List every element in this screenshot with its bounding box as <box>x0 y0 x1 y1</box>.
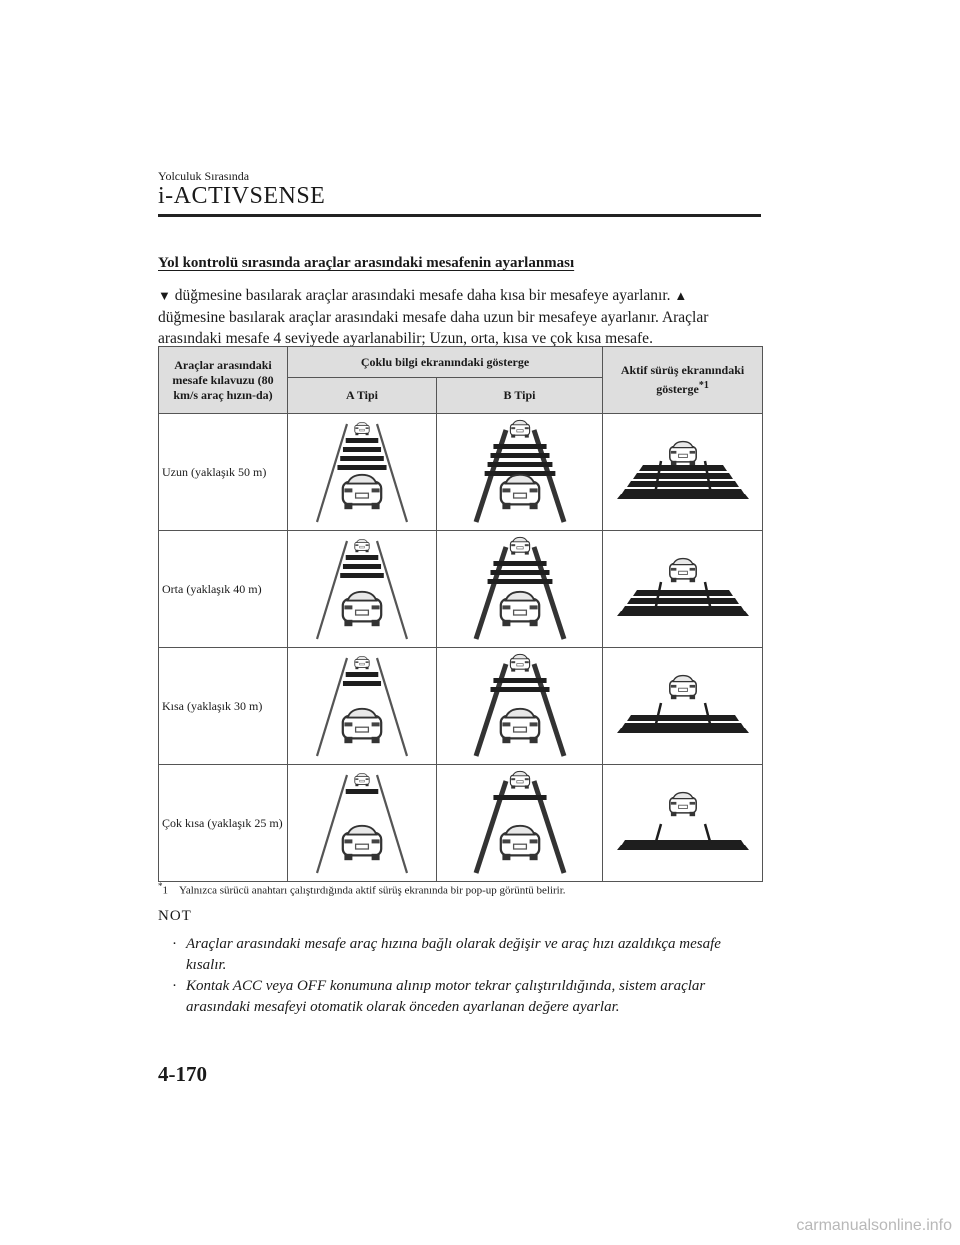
type-b-cell <box>437 648 603 765</box>
footnote <box>158 881 566 897</box>
col-header-active-sup: *1 <box>698 380 709 391</box>
row-label: Uzun (yaklaşık 50 m) <box>159 414 288 531</box>
type-b-cell <box>437 414 603 531</box>
active-cell <box>603 414 763 531</box>
breadcrumb: Yolculuk Sırasında <box>158 169 250 183</box>
page-number: 4-170 <box>158 1062 207 1086</box>
distance-table <box>158 346 763 882</box>
type-b-cell <box>437 765 603 882</box>
col-header-active <box>603 347 763 414</box>
subheading: Yol kontrolü sırasında araçlar arasındaki mesafenin ayarlanması <box>158 255 575 271</box>
col-header-active-text: Aktif sürüş ekranındaki gösterge <box>620 363 745 396</box>
table-row <box>159 765 763 882</box>
type-a-cell <box>288 414 437 531</box>
col-header-guide: Araçlar arasındaki mesafe kılavuzu (80 km/s araç hızın-da) <box>159 347 288 414</box>
active-display <box>613 788 753 858</box>
active-display <box>613 554 753 624</box>
row-label: Kısa (yaklaşık 30 m) <box>159 648 288 765</box>
active-display <box>613 437 753 507</box>
table-row <box>159 414 763 531</box>
note-list <box>172 934 762 1018</box>
footnote-number: 1 <box>162 884 168 897</box>
type-a-cell <box>288 765 437 882</box>
type-a-display <box>307 535 417 643</box>
active-display <box>613 671 753 741</box>
row-label: Orta (yaklaşık 40 m) <box>159 531 288 648</box>
active-cell <box>603 531 763 648</box>
note-title: NOT <box>158 908 192 924</box>
note-item: · Kontak ACC veya OFF konumuna alınıp motor tekrar çalıştırıldığında, sistem araçlar arasındaki mesafeyi otomatik olarak önceden ayarlanan değere ayarlar. <box>172 976 762 1018</box>
footnote-text: Yalnızca sürücü anahtarı çalıştırdığında aktif sürüş ekranında bir pop-up görüntü belirir. <box>179 884 566 897</box>
up-triangle-icon: ▲ <box>674 288 688 303</box>
intro-paragraph <box>158 285 758 350</box>
footnote-mark: * <box>158 881 163 891</box>
table-row <box>159 531 763 648</box>
down-triangle-icon: ▼ <box>158 288 171 303</box>
type-a-display <box>307 652 417 760</box>
header-rule <box>158 214 761 217</box>
table-row <box>159 648 763 765</box>
col-header-type-b: B Tipi <box>437 378 603 414</box>
type-b-cell <box>437 531 603 648</box>
row-label: Çok kısa (yaklaşık 25 m) <box>159 765 288 882</box>
section-title: i-ACTIVSENSE <box>158 183 326 209</box>
type-b-display <box>460 535 580 643</box>
intro-part2: düğmesine basılarak araçlar arasındaki mesafe daha uzun bir mesafeye ayarlanır. Araçlar arasındaki mesafe 4 seviyede ayarlanabilir; Uzun, orta, kısa ve çok kısa mesafe. <box>158 308 709 347</box>
note-item: · Araçlar arasındaki mesafe araç hızına bağlı olarak değişir ve araç hızı azaldıkça mesafe kısalır. <box>172 934 762 976</box>
active-cell <box>603 765 763 882</box>
type-b-display <box>460 418 580 526</box>
type-b-display <box>460 769 580 877</box>
type-a-display <box>307 418 417 526</box>
col-header-type-a: A Tipi <box>288 378 437 414</box>
active-cell <box>603 648 763 765</box>
type-a-display <box>307 769 417 877</box>
type-a-cell <box>288 648 437 765</box>
type-b-display <box>460 652 580 760</box>
watermark: carmanualsonline.info <box>796 1217 952 1234</box>
intro-part1: düğmesine basılarak araçlar arasındaki mesafe daha kısa bir mesafeye ayarlanır. <box>174 287 671 304</box>
type-a-cell <box>288 531 437 648</box>
col-header-multi: Çoklu bilgi ekranındaki gösterge <box>288 347 603 378</box>
